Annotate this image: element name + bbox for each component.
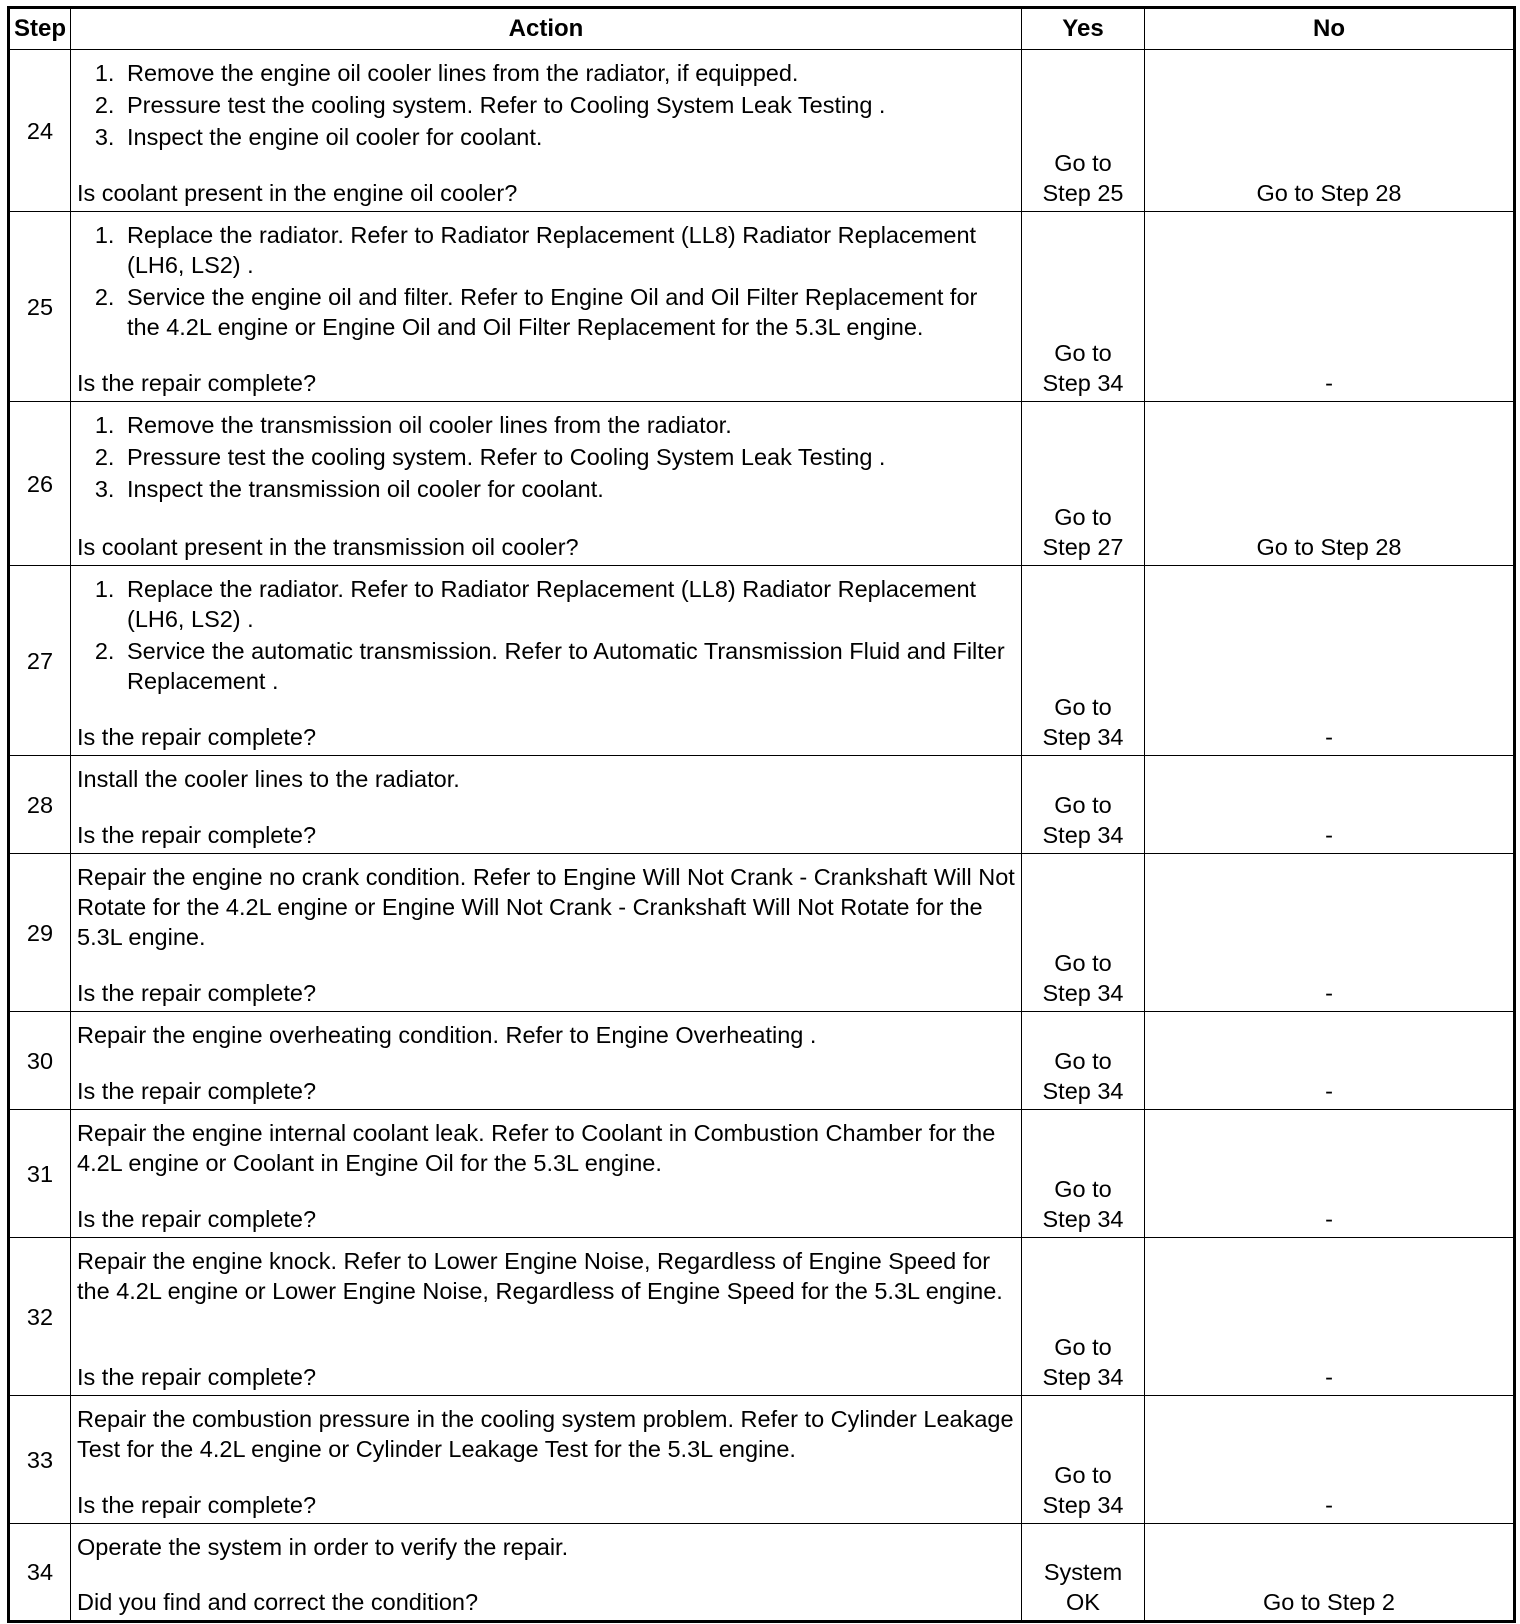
action-step-item: 1. Replace the radiator. Refer to Radiator Replacement (LL8) Radiator Replacement (LH6, LS2) . [121,220,1015,280]
table-row [9,566,1515,756]
yes-line: Step 34 [1042,724,1124,750]
no-cell: Go to Step 28 [1145,402,1515,566]
table-row [9,756,1515,854]
action-text: Operate the system in order to verify the repair. [77,1534,569,1560]
action-step-item: 2. Service the automatic transmission. Refer to Automatic Transmission Fluid and Filter Replacement . [121,636,1015,696]
step-number: 34 [9,1524,71,1622]
yes-cell [1022,854,1145,1012]
action-cell [71,1012,1022,1110]
action-steps [77,574,1015,698]
no-cell: - [1145,1110,1515,1238]
step-number: 28 [9,756,71,854]
action-text: Repair the engine overheating condition. Refer to Engine Overheating . [77,1022,817,1048]
table-row [9,1524,1515,1622]
yes-line: Go to [1054,950,1112,976]
yes-line: Step 25 [1042,180,1124,206]
no-cell: - [1145,1396,1515,1524]
yes-line: Step 34 [1042,1206,1124,1232]
table-header-row [9,8,1515,50]
yes-line: Go to [1054,694,1112,720]
action-step-item: 3. Inspect the transmission oil cooler for coolant. [121,474,1015,504]
no-cell: - [1145,1012,1515,1110]
action-question: Is coolant present in the engine oil cooler? [77,180,518,206]
action-question: Is the repair complete? [77,822,317,848]
action-question: Is the repair complete? [77,370,317,396]
action-question: Is the repair complete? [77,1206,317,1232]
step-number: 25 [9,212,71,402]
yes-cell [1022,212,1145,402]
yes-line: Go to [1054,340,1112,366]
action-question: Is the repair complete? [77,724,317,750]
action-cell [71,1396,1022,1524]
no-cell: - [1145,212,1515,402]
action-question: Is the repair complete? [77,1364,317,1390]
table-row [9,1110,1515,1238]
no-cell: - [1145,854,1515,1012]
action-cell [71,756,1022,854]
yes-line: Step 34 [1042,980,1124,1006]
yes-cell [1022,1396,1145,1524]
step-number: 30 [9,1012,71,1110]
yes-column-header: Yes [1022,8,1145,50]
action-text: Repair the engine knock. Refer to Lower Engine Noise, Regardless of Engine Speed for the 4.2L engine or Lower Engine Noise, Regardless of Engine Speed for the 5.3L engine. [77,1248,1003,1304]
yes-line: Go to [1054,1334,1112,1360]
yes-line: Go to [1054,150,1112,176]
table-row [9,1012,1515,1110]
yes-line: Go to [1054,1048,1112,1074]
table-row [9,854,1515,1012]
yes-line: Step 34 [1042,370,1124,396]
no-column-header: No [1145,8,1515,50]
yes-line: System [1043,1559,1123,1585]
action-step-item: 3. Inspect the engine oil cooler for coolant. [121,122,1015,152]
action-step-item: 1. Remove the transmission oil cooler lines from the radiator. [121,410,1015,440]
yes-cell [1022,756,1145,854]
step-number: 33 [9,1396,71,1524]
action-steps [77,410,1015,506]
yes-line: Go to [1054,504,1112,530]
action-cell [71,1110,1022,1238]
yes-cell [1022,1110,1145,1238]
step-number: 32 [9,1238,71,1396]
no-cell: - [1145,756,1515,854]
action-cell [71,566,1022,756]
step-column-header: Step [9,8,71,50]
action-cell [71,854,1022,1012]
action-text: Repair the engine internal coolant leak. Refer to Coolant in Combustion Chamber for the 4.2L engine or Coolant in Engine Oil for the 5.3L engine. [77,1120,996,1176]
yes-cell [1022,1524,1145,1622]
yes-cell [1022,1012,1145,1110]
yes-line: OK [1066,1589,1100,1615]
action-step-item: 2. Service the engine oil and filter. Refer to Engine Oil and Oil Filter Replacement for the 4.2L engine or Engine Oil and Oil Filter Replacement for the 5.3L engine. [121,282,1015,342]
action-cell [71,212,1022,402]
yes-line: Step 34 [1042,1364,1124,1390]
step-number: 27 [9,566,71,756]
action-cell [71,1238,1022,1396]
no-cell: Go to Step 28 [1145,50,1515,212]
yes-cell [1022,566,1145,756]
table-row [9,1396,1515,1524]
yes-line: Step 34 [1042,1492,1124,1518]
action-question: Is the repair complete? [77,980,317,1006]
yes-line: Step 27 [1042,534,1124,560]
action-question: Is the repair complete? [77,1078,317,1104]
table-row [9,1238,1515,1396]
action-question: Is coolant present in the transmission oil cooler? [77,534,579,560]
no-cell: - [1145,1238,1515,1396]
action-cell [71,50,1022,212]
action-step-item: 1. Remove the engine oil cooler lines from the radiator, if equipped. [121,58,1015,88]
step-number: 29 [9,854,71,1012]
action-step-item: 2. Pressure test the cooling system. Refer to Cooling System Leak Testing . [121,90,1015,120]
action-step-item: 2. Pressure test the cooling system. Refer to Cooling System Leak Testing . [121,442,1015,472]
yes-line: Step 34 [1042,822,1124,848]
diagnostic-table [7,6,1516,1623]
action-column-header: Action [71,8,1022,50]
table-row [9,212,1515,402]
action-question: Did you find and correct the condition? [77,1589,479,1615]
no-cell: - [1145,566,1515,756]
step-number: 31 [9,1110,71,1238]
yes-cell [1022,50,1145,212]
yes-line: Go to [1054,1176,1112,1202]
action-steps [77,58,1015,154]
yes-cell [1022,402,1145,566]
yes-cell [1022,1238,1145,1396]
action-steps [77,220,1015,344]
step-number: 26 [9,402,71,566]
yes-line: Step 34 [1042,1078,1124,1104]
action-text: Repair the combustion pressure in the cooling system problem. Refer to Cylinder Leakage Test for the 4.2L engine or Cylinder Leakage Test for the 5.3L engine. [77,1406,1014,1462]
action-text: Install the cooler lines to the radiator. [77,766,460,792]
action-question: Is the repair complete? [77,1492,317,1518]
action-cell [71,1524,1022,1622]
action-step-item: 1. Replace the radiator. Refer to Radiator Replacement (LL8) Radiator Replacement (LH6, LS2) . [121,574,1015,634]
action-text: Repair the engine no crank condition. Refer to Engine Will Not Crank - Crankshaft Will Not Rotate for the 4.2L engine or Engine Will Not Crank - Crankshaft Will Not Rotate for the 5.3L engine. [77,864,1015,950]
no-cell: Go to Step 2 [1145,1524,1515,1622]
yes-line: Go to [1054,1462,1112,1488]
yes-line: Go to [1054,792,1112,818]
table-row [9,402,1515,566]
action-cell [71,402,1022,566]
table-row [9,50,1515,212]
step-number: 24 [9,50,71,212]
